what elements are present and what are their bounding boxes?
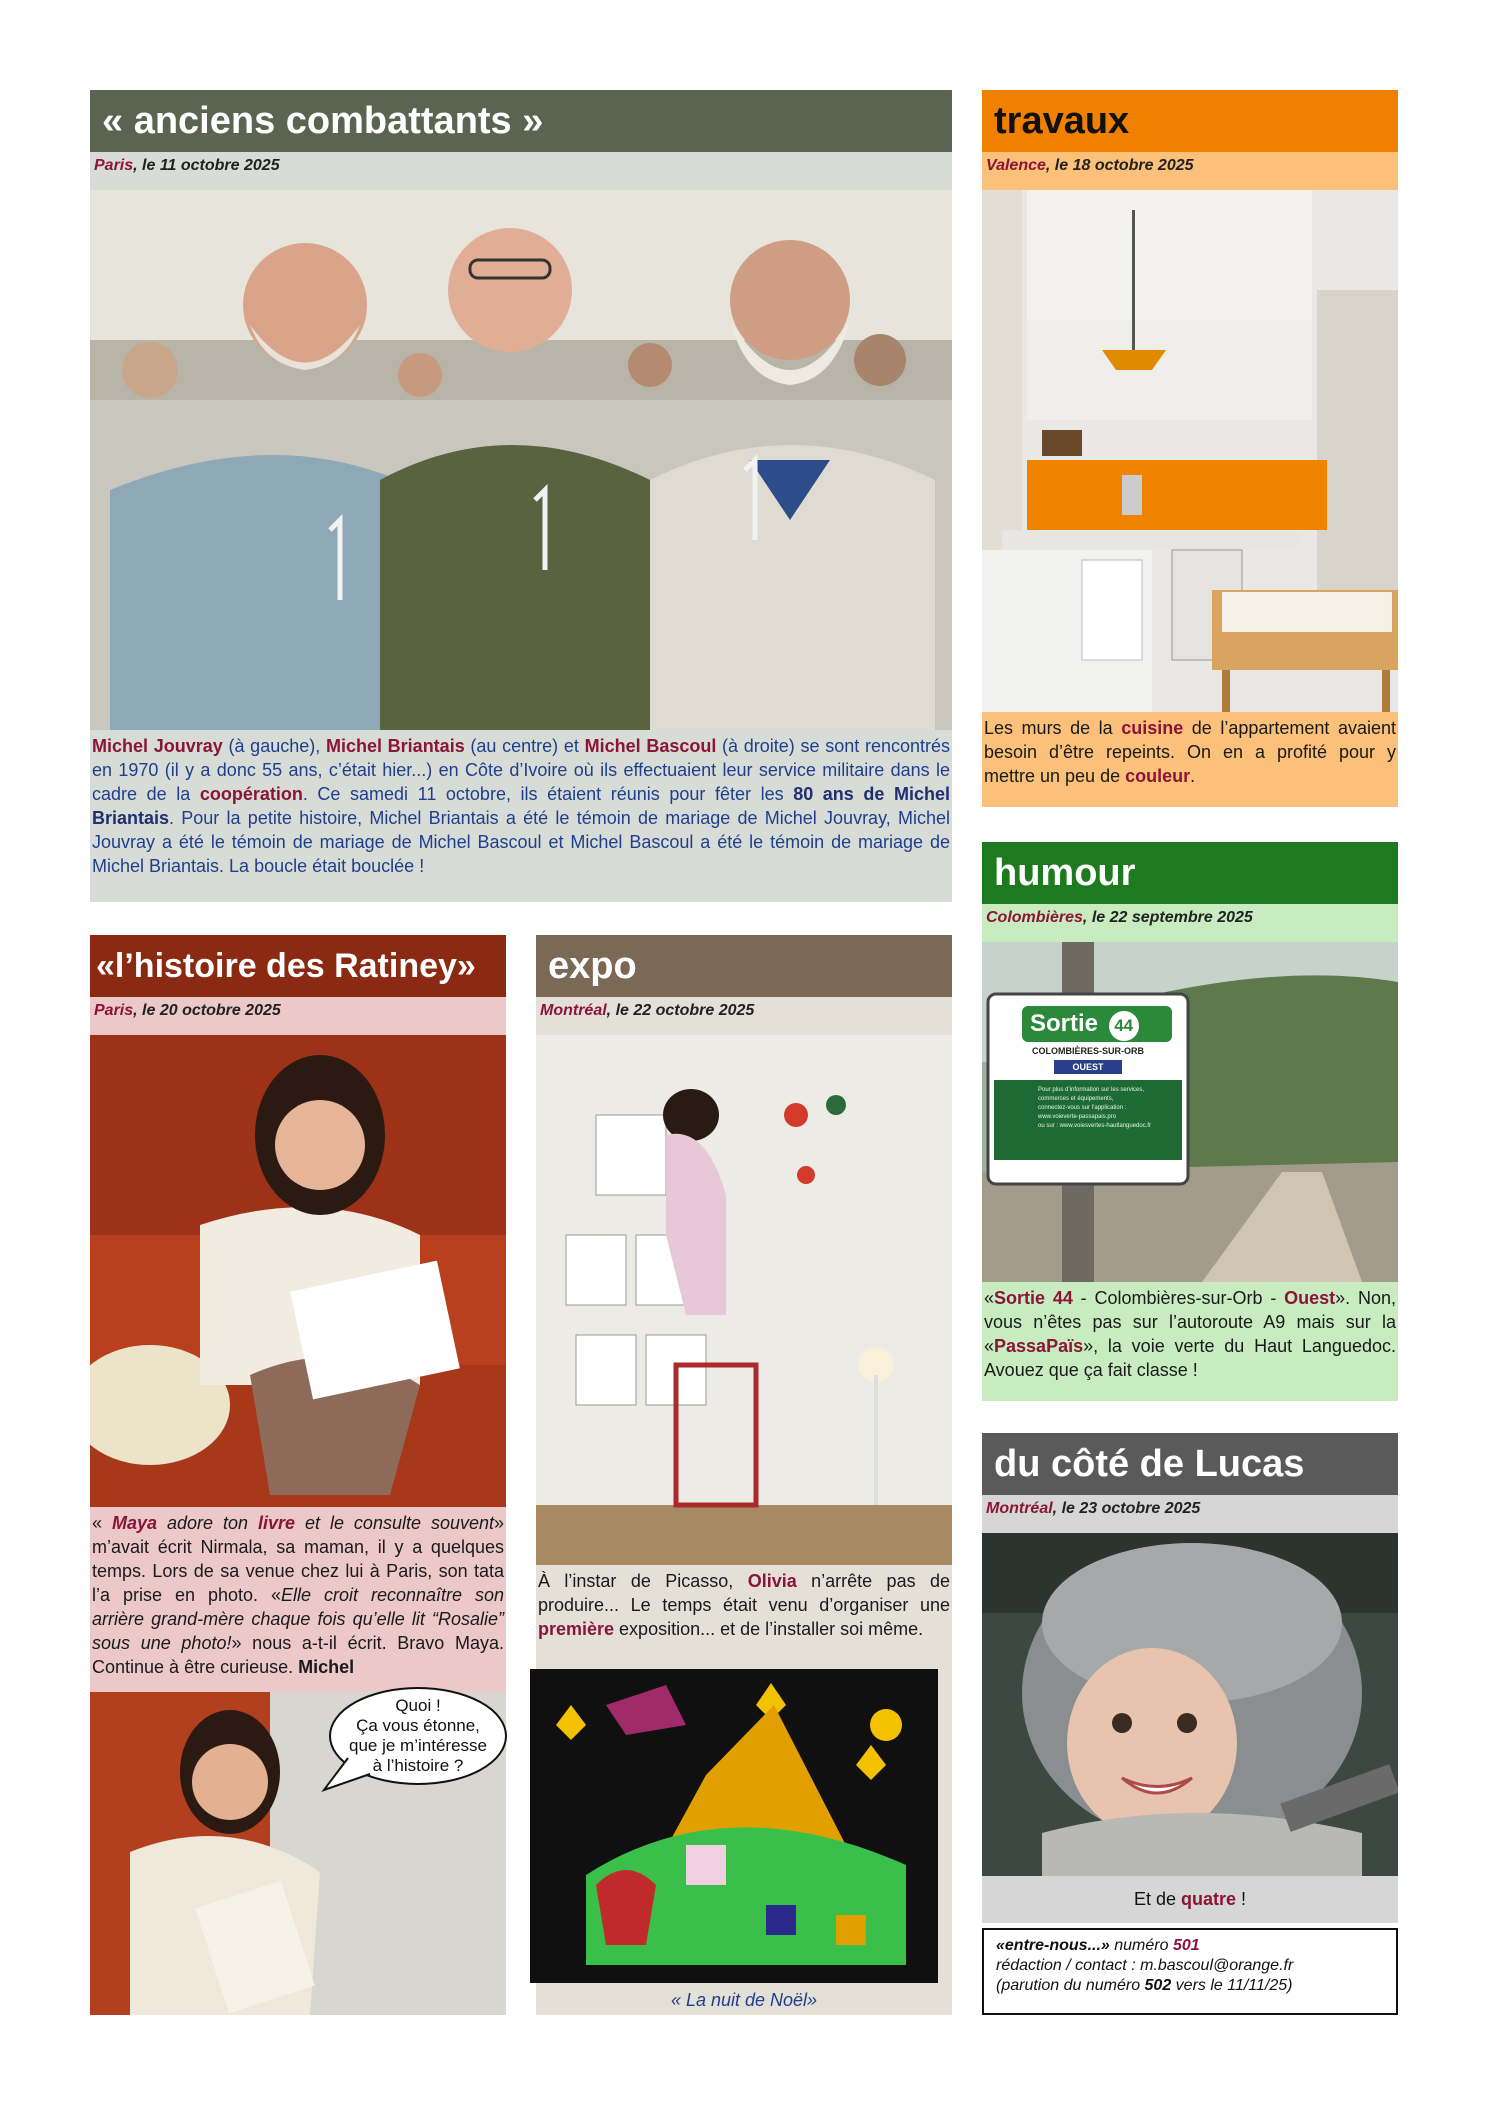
- expo-premiere: première: [538, 1619, 615, 1639]
- travaux-text-1: Les murs de la: [984, 718, 1122, 738]
- expo-date: , le 22 octobre 2025: [606, 1002, 755, 1019]
- lucas-header: [982, 1433, 1398, 1495]
- travaux-text-3: .: [1190, 766, 1196, 786]
- sortie-info-2: commerces et équipements,: [1038, 1096, 1114, 1102]
- humour-text-4: », la voie verte du Haut Languedoc. Avouez que ça fait classe !: [984, 1336, 1396, 1380]
- travaux-header: [982, 90, 1398, 152]
- travaux-text: [982, 712, 1398, 807]
- lucas-title: du côté de Lucas: [994, 1443, 1305, 1485]
- ratiney-date: , le 20 octobre 2025: [133, 1002, 281, 1019]
- combattants-header: [90, 90, 952, 152]
- expo-header: [536, 935, 952, 997]
- ratiney-livre: livre: [257, 1513, 296, 1533]
- humour-ouest: Ouest: [1284, 1288, 1336, 1308]
- combattants-photo: [90, 190, 952, 730]
- sortie-info-band: [994, 1080, 1182, 1160]
- sortie-sign: [994, 1000, 1182, 1178]
- humour-header: [982, 842, 1398, 904]
- travaux-date: , le 18 octobre 2025: [1045, 157, 1194, 174]
- sortie-town: COLOMBIÈRES-SUR-ORB: [1032, 1046, 1144, 1056]
- expo-text: [536, 1565, 952, 1660]
- combattants-city: Paris: [94, 157, 134, 174]
- footer-line-2: rédaction / contact : m.bascoul@orange.fr: [996, 1957, 1294, 1974]
- lucas-caption-2: !: [1236, 1889, 1247, 1909]
- lucas-city: Montréal: [986, 1500, 1053, 1517]
- bubble-text: [330, 1696, 506, 1776]
- travaux-photo: [982, 190, 1398, 712]
- humour-sortie: Sortie 44: [994, 1288, 1073, 1308]
- sortie-label: Sortie: [1030, 1010, 1099, 1037]
- ratiney-photo-1: [90, 1035, 506, 1507]
- combattants-name-bascoul: Michel Bascoul: [584, 736, 717, 756]
- sortie-info-3: connectez-vous sur l’application :: [1038, 1105, 1127, 1111]
- combattants-text-5: . Pour la petite histoire, Michel Briantais a été le témoin de mariage de Michel Jouvray, Michel Jouvray a été le témoin de mariage de Michel Bascoul et Michel Bascoul a été le témoin de mariage de Michel Briantais. La boucle était bouclée !: [92, 808, 950, 876]
- lucas-caption: [982, 1876, 1398, 1923]
- newsletter-footer: [982, 1928, 1398, 2015]
- sortie-direction: OUEST: [1054, 1060, 1122, 1074]
- bubble-line-3: que je m’intéresse: [349, 1736, 487, 1755]
- travaux-title: travaux: [994, 100, 1130, 142]
- combattants-name-jouvray: Michel Jouvray: [92, 736, 223, 756]
- expo-title: expo: [548, 945, 637, 987]
- bubble-line-2: Ça vous étonne,: [356, 1716, 480, 1735]
- lucas-caption-1: Et de: [1133, 1889, 1181, 1909]
- humour-text-2: - Colombières-sur-Orb -: [1072, 1288, 1285, 1308]
- expo-photo: [536, 1035, 952, 1565]
- footer-line-3: [996, 1976, 1384, 1996]
- humour-title: humour: [994, 852, 1136, 894]
- expo-olivia: Olivia: [747, 1571, 797, 1591]
- bubble-line-4: à l’histoire ?: [372, 1756, 464, 1775]
- ratiney-text-2: adore ton: [157, 1513, 258, 1533]
- humour-city: Colombières: [986, 909, 1083, 926]
- ratiney-header: [90, 935, 506, 997]
- sortie-info-url: www.voieverte-passapais.pro: [1038, 1114, 1117, 1120]
- travaux-couleur: couleur: [1125, 766, 1191, 786]
- humour-photo: [982, 942, 1398, 1282]
- footer-entre-nous: «entre-nous...»: [996, 1937, 1110, 1954]
- sortie-info-1: Pour plus d’information sur les services,: [1038, 1087, 1145, 1093]
- combattants-text-2: (au centre) et: [464, 736, 585, 756]
- expo-text-1: À l’instar de Picasso,: [538, 1571, 748, 1591]
- ratiney-text-5: » nous a-t-il écrit. Bravo Maya. Continue à être curieuse.: [92, 1633, 505, 1677]
- footer-parution: (parution du numéro: [996, 1977, 1145, 1994]
- travaux-text-2: de l’appartement avaient besoin d’être repeints. On en a profité pour y mettre un peu de: [984, 718, 1396, 786]
- combattants-cooperation: coopération: [199, 784, 303, 804]
- travaux-city: Valence: [986, 157, 1046, 174]
- combattants-title: « anciens combattants »: [102, 100, 544, 142]
- combattants-name-briantais: Michel Briantais: [325, 736, 465, 756]
- ratiney-city: Paris: [94, 1002, 134, 1019]
- footer-issue-number: 501: [1172, 1937, 1200, 1954]
- lucas-caption-quatre: quatre: [1181, 1889, 1237, 1909]
- ratiney-quote: Elle croit reconnaître son arrière grand-mère chaque fois qu’elle lit “Rosalie” sous une photo!: [92, 1585, 504, 1653]
- lucas-dateline: [982, 1495, 1398, 1533]
- humour-dateline: [982, 904, 1398, 942]
- footer-line-1: [996, 1936, 1384, 1956]
- expo-drawing: [526, 1665, 942, 1987]
- expo-text-2: n’arrête pas de produire... Le temps était venu d’organiser une: [538, 1571, 951, 1615]
- travaux-cuisine: cuisine: [1121, 718, 1184, 738]
- combattants-date: , le 11 octobre 2025: [133, 157, 280, 174]
- combattants-dateline: [90, 152, 952, 190]
- expo-caption-text: « La nuit de Noël»: [670, 1990, 818, 2010]
- humour-date: , le 22 septembre 2025: [1082, 909, 1253, 926]
- expo-dateline: [536, 997, 952, 1035]
- travaux-dateline: [982, 152, 1398, 190]
- footer-next-date: vers le 11/11/25): [1171, 1977, 1293, 1994]
- ratiney-dateline: [90, 997, 506, 1035]
- ratiney-title: «l’histoire des Ratiney»: [96, 947, 476, 985]
- lucas-photo: [982, 1533, 1398, 1876]
- ratiney-michel: Michel: [298, 1657, 355, 1677]
- footer-numero: numéro: [1109, 1937, 1173, 1954]
- combattants-text-3: (à droite) se sont rencontrés en 1970 (il y a donc 55 ans, c’était hier...) en Côte d’Ivoire où ils effectuaient leur service militaire dans le cadre de la: [92, 736, 950, 804]
- humour-passapais: PassaPaïs: [994, 1336, 1084, 1356]
- combattants-text-4: . Ce samedi 11 octobre, ils étaient réunis pour fêter les: [302, 784, 794, 804]
- expo-city: Montréal: [540, 1002, 607, 1019]
- combattants-text: [90, 730, 952, 902]
- ratiney-text-4: » m’avait écrit Nirmala, sa maman, il y a quelques temps. Lors de sa venue chez lui à Paris, son tata l’a prise en photo. «: [92, 1513, 505, 1605]
- ratiney-text-1: «: [92, 1513, 112, 1533]
- footer-next-number: 502: [1144, 1977, 1172, 1994]
- humour-text: [982, 1282, 1398, 1401]
- sortie-info-4: ou sur : www.voiesvertes-hautlanguedoc.fr: [1038, 1123, 1152, 1129]
- ratiney-text-3: et le consulte souvent: [295, 1513, 494, 1533]
- ratiney-text: [90, 1507, 506, 1692]
- humour-text-3: ». Non, vous n’êtes pas sur l’autoroute A9 mais sur la «: [984, 1288, 1396, 1356]
- humour-text-1: «: [984, 1288, 995, 1308]
- speech-bubble: [320, 1686, 510, 1796]
- expo-text-3: exposition... et de l’installer soi même.: [614, 1619, 924, 1639]
- sortie-number: 44: [1109, 1011, 1139, 1041]
- ratiney-maya: Maya: [111, 1513, 158, 1533]
- combattants-text-1: (à gauche),: [222, 736, 326, 756]
- sortie-label-box: [1022, 1006, 1172, 1042]
- lucas-date: , le 23 octobre 2025: [1052, 1500, 1201, 1517]
- expo-caption: [536, 1985, 952, 2015]
- combattants-80-ans: 80 ans de Michel Briantais: [92, 784, 951, 828]
- bubble-line-1: Quoi !: [395, 1696, 441, 1715]
